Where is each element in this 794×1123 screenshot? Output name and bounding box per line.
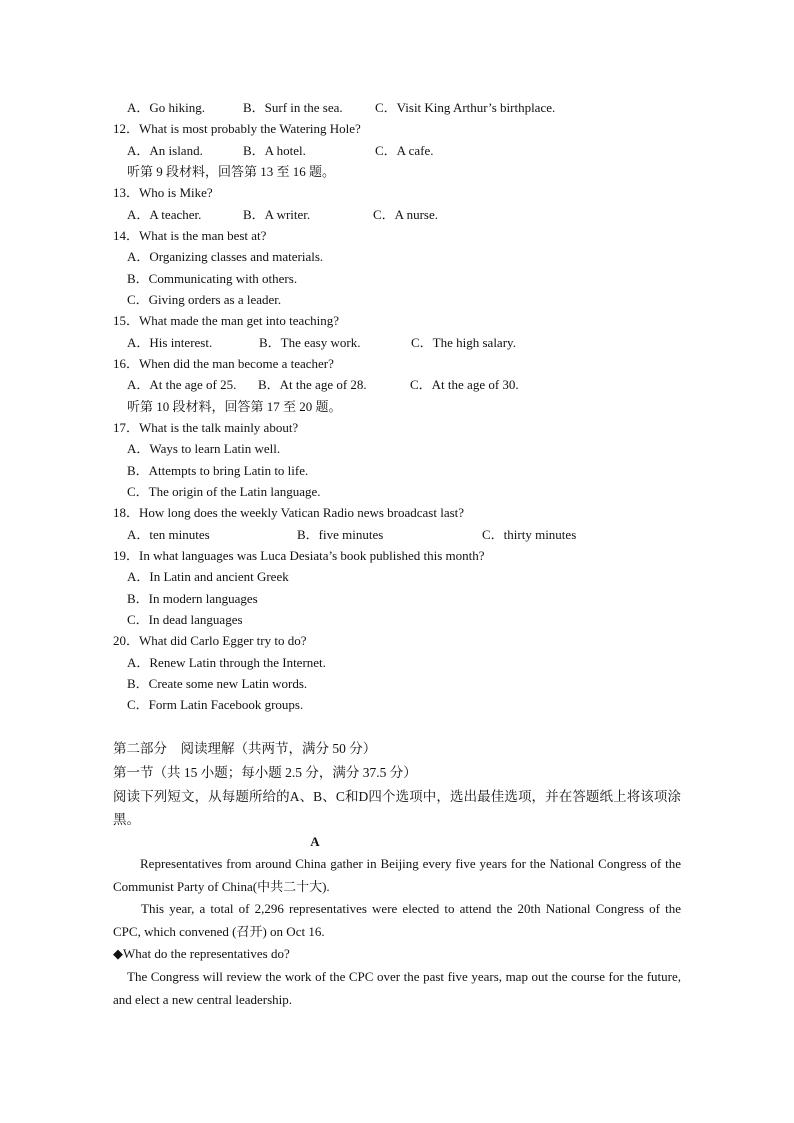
q16-option-a: A．At the age of 25. (127, 377, 237, 392)
q15-option-a: A．His interest. (127, 335, 213, 350)
q14-question: 14．What is the man best at? (113, 228, 267, 243)
q14-option-c: C．Giving orders as a leader. (127, 292, 282, 307)
q12-option-b: B．A hotel. (243, 143, 306, 158)
q19-option-a: A．In Latin and ancient Greek (127, 569, 289, 584)
passage-paragraph-1: Representatives from around China gather in Beijing every five years for the National Congress of the Communist Party of China(中共二十大). (113, 856, 681, 894)
q18-option-a: A．ten minutes (127, 527, 210, 542)
q20-option-b: B．Create some new Latin words. (127, 676, 308, 691)
q17-option-b: B．Attempts to bring Latin to life. (127, 463, 309, 478)
material-9-heading: 听第 9 段材料，回答第 13 至 16 题。 (127, 164, 336, 179)
q14-option-a: A．Organizing classes and materials. (127, 249, 324, 264)
q16-question: 16．When did the man become a teacher? (113, 356, 334, 371)
q19-option-b: B．In modern languages (127, 591, 258, 606)
q20-question: 20．What did Carlo Egger try to do? (113, 633, 307, 648)
passage-paragraph-3: The Congress will review the work of the CPC over the past five years, map out the course for the future, and elect a new central leadership. (113, 969, 681, 1007)
q13-option-b: B．A writer. (243, 207, 311, 222)
q13-option-a: A．A teacher. (127, 207, 202, 222)
reading-instructions: 阅读下列短文，从每题所给的A、B、C和D四个选项中，选出最佳选项，并在答题纸上将该项涂黑。 (113, 789, 681, 827)
q17-question: 17．What is the talk mainly about? (113, 420, 299, 435)
q14-option-b: B．Communicating with others. (127, 271, 298, 286)
q18-option-b: B．five minutes (297, 527, 384, 542)
section-1-title: 第一节（共 15 小题；每小题 2.5 分，满分 37.5 分） (113, 765, 417, 780)
q16-option-b: B．At the age of 28. (258, 377, 367, 392)
q12-question: 12．What is most probably the Watering Hole? (113, 121, 361, 136)
q11-option-a: A．Go hiking. (127, 100, 206, 115)
q11-option-c: C．Visit King Arthur’s birthplace. (375, 100, 556, 115)
q18-question: 18．How long does the weekly Vatican Radio news broadcast last? (113, 505, 465, 520)
passage-letter: A (310, 834, 320, 849)
q11-option-b: B．Surf in the sea. (243, 100, 343, 115)
q15-option-c: C．The high salary. (411, 335, 516, 350)
passage-question-heading: ◆What do the representatives do? (113, 946, 290, 961)
q13-option-c: C．A nurse. (373, 207, 439, 222)
passage-paragraph-2: This year, a total of 2,296 representatives were elected to attend the 20th National Congress of the CPC, which convened (召开) on Oct 16. (113, 901, 681, 939)
material-10-heading: 听第 10 段材料，回答第 17 至 20 题。 (127, 399, 342, 414)
q17-option-a: A．Ways to learn Latin well. (127, 441, 281, 456)
q19-question: 19．In what languages was Luca Desiata’s book published this month? (113, 548, 485, 563)
q12-option-a: A．An island. (127, 143, 203, 158)
q13-question: 13．Who is Mike? (113, 185, 213, 200)
q15-question: 15．What made the man get into teaching? (113, 313, 339, 328)
q12-option-c: C．A cafe. (375, 143, 434, 158)
q16-option-c: C．At the age of 30. (410, 377, 519, 392)
part-2-title: 第二部分 阅读理解（共两节，满分 50 分） (113, 741, 377, 756)
q15-option-b: B．The easy work. (259, 335, 361, 350)
q17-option-c: C．The origin of the Latin language. (127, 484, 321, 499)
q20-option-a: A．Renew Latin through the Internet. (127, 655, 326, 670)
q19-option-c: C．In dead languages (127, 612, 243, 627)
q18-option-c: C．thirty minutes (482, 527, 577, 542)
q20-option-c: C．Form Latin Facebook groups. (127, 697, 304, 712)
